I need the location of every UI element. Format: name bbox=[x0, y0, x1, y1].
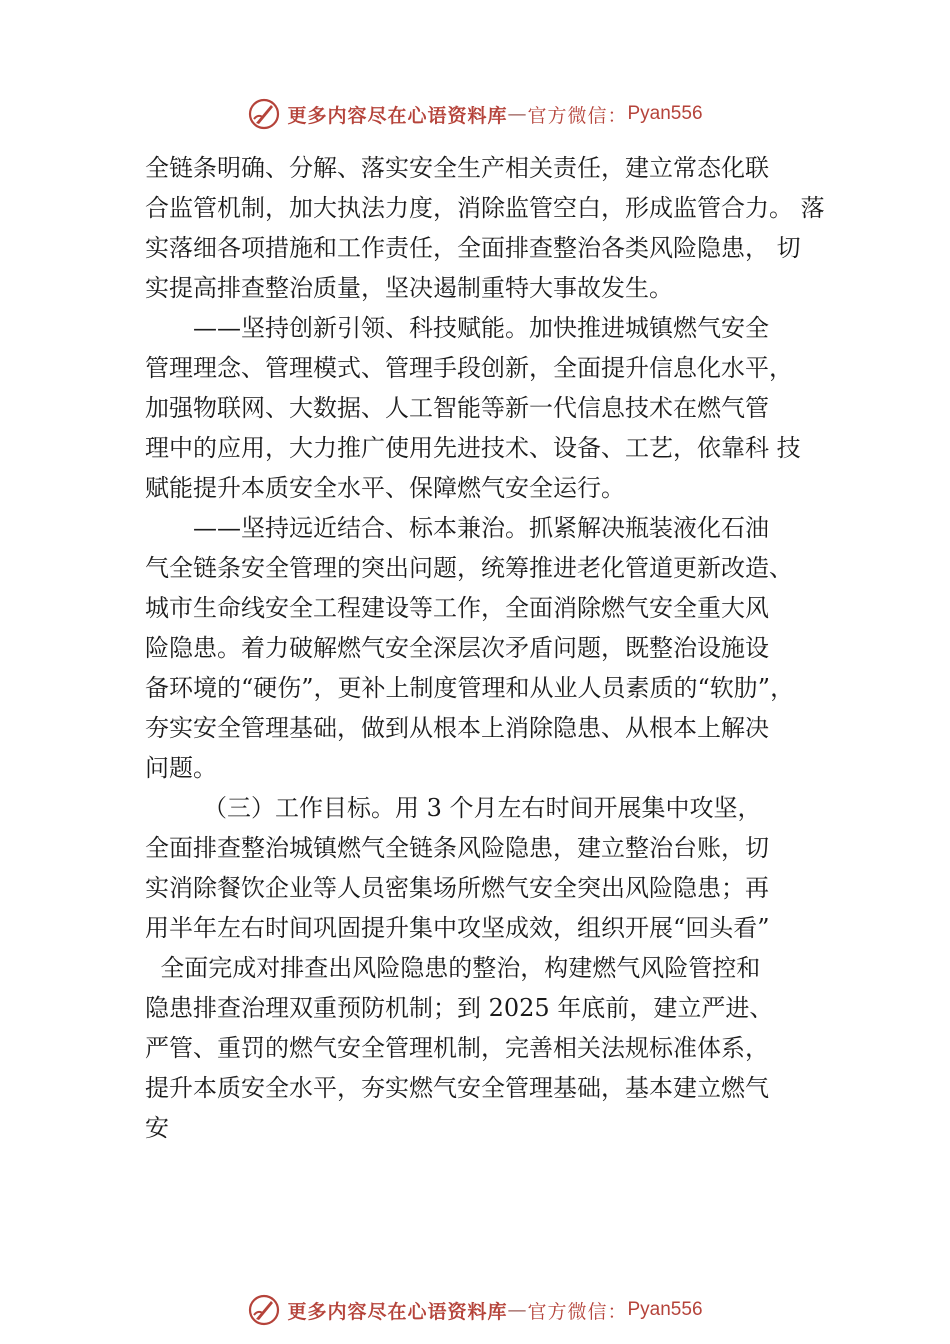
section-heading-line: （三）工作目标。用 3 个月左右时间开展集中攻坚， bbox=[203, 794, 762, 822]
banner-wechat-id: Pyan556 bbox=[627, 103, 703, 124]
text-line: 夯实安全管理基础，做到从根本上消除隐患、从根本上解决 bbox=[145, 714, 769, 742]
banner-wechat-id: Pyan556 bbox=[627, 1299, 703, 1320]
text-line: 实提高排查整治质量，坚决遏制重特大事故发生。 bbox=[145, 274, 673, 302]
text-line: 提升本质安全水平，夯实燃气安全管理基础，基本建立燃气 bbox=[145, 1074, 769, 1102]
text-line: 城市生命线安全工程建设等工作，全面消除燃气安全重大风 bbox=[145, 594, 769, 622]
text-line: 合监管机制，加大执法力度，消除监管空白，形成监管合力。 落 bbox=[145, 194, 825, 222]
text-line: 管理理念、管理模式、管理手段创新，全面提升信息化水平， bbox=[145, 354, 793, 382]
text-line: 实消除餐饮企业等人员密集场所燃气安全突出风险隐患；再 bbox=[145, 874, 769, 902]
banner-separator: — bbox=[507, 1299, 528, 1321]
text-line: 理中的应用，大力推广使用先进技术、设备、工艺，依靠科 技 bbox=[145, 434, 801, 462]
text-line: 全面排查整治城镇燃气全链条风险隐患，建立整治台账，切 bbox=[145, 834, 769, 862]
text-line: 备环境的“硬伤”，更补上制度管理和从业人员素质的“软肋”， bbox=[145, 674, 795, 702]
quill-logo-icon bbox=[247, 97, 281, 131]
document-body bbox=[145, 148, 835, 1148]
text-line: 用半年左右时间巩固提升集中攻坚成效，组织开展“回头看” bbox=[145, 914, 770, 942]
text-line: 问题。 bbox=[145, 754, 217, 782]
banner-wechat-label: 官方微信： bbox=[527, 1300, 628, 1323]
banner-title: 更多内容尽在心语资料库 bbox=[287, 1300, 508, 1323]
header-banner bbox=[0, 94, 950, 134]
text-line: 隐患排查治理双重预防机制；到 2025 年底前，建立严进、 bbox=[145, 994, 774, 1022]
text-line: 全面完成对排查出风险隐患的整治，构建燃气风险管控和 bbox=[145, 954, 761, 982]
text-line: ——坚持远近结合、标本兼治。抓紧解决瓶装液化石油 bbox=[193, 514, 769, 542]
text-line: 加强物联网、大数据、人工智能等新一代信息技术在燃气管 bbox=[145, 394, 769, 422]
quill-logo-icon bbox=[247, 1293, 281, 1327]
text-line: 全链条明确、分解、落实安全生产相关责任，建立常态化联 bbox=[145, 154, 769, 182]
text-line: 险隐患。着力破解燃气安全深层次矛盾问题，既整治设施设 bbox=[145, 634, 769, 662]
text-line: 气全链条安全管理的突出问题，统筹推进老化管道更新改造、 bbox=[145, 554, 793, 582]
footer-banner bbox=[0, 1290, 950, 1330]
text-line: ——坚持创新引领、科技赋能。加快推进城镇燃气安全 bbox=[193, 314, 769, 342]
text-line: 安 bbox=[145, 1114, 169, 1142]
text-line: 严管、重罚的燃气安全管理机制，完善相关法规标准体系， bbox=[145, 1034, 769, 1062]
banner-wechat-label: 官方微信： bbox=[527, 104, 628, 127]
text-line: 实落细各项措施和工作责任，全面排查整治各类风险隐患， 切 bbox=[145, 234, 801, 262]
banner-title: 更多内容尽在心语资料库 bbox=[287, 104, 508, 127]
banner-separator: — bbox=[507, 103, 528, 125]
text-line: 赋能提升本质安全水平、保障燃气安全运行。 bbox=[145, 474, 625, 502]
